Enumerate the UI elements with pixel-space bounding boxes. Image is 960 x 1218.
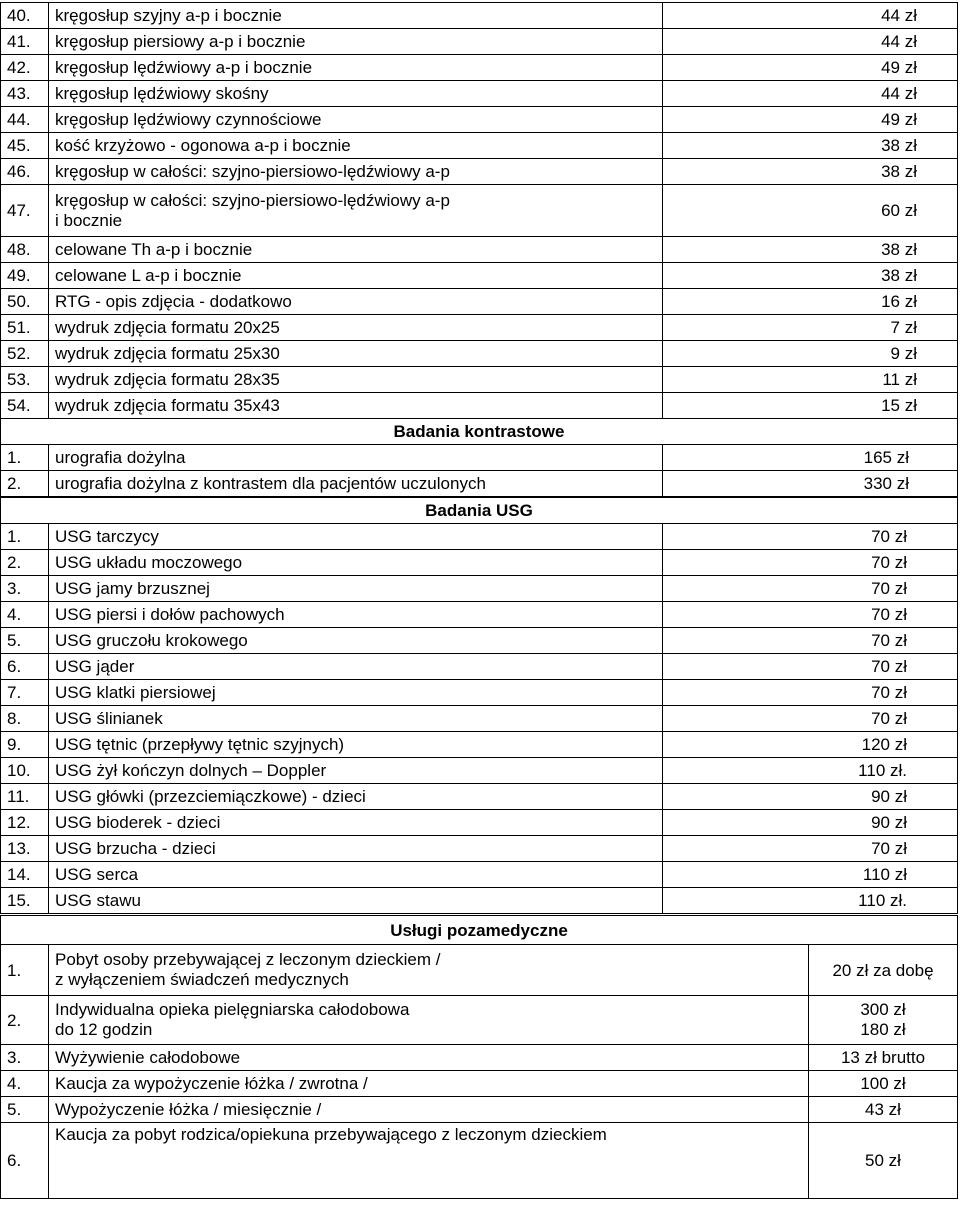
row-description: kręgosłup lędźwiowy a-p i bocznie xyxy=(49,55,663,81)
row-number: 42. xyxy=(1,55,49,81)
table-row xyxy=(1,732,958,758)
row-price: 38 zł xyxy=(663,237,958,263)
row-description: Kaucja za wypożyczenie łóżka / zwrotna / xyxy=(49,1071,809,1097)
row-description: kręgosłup lędźwiowy czynnościowe xyxy=(49,107,663,133)
row-description: USG bioderek - dzieci xyxy=(49,810,663,836)
row-price: 100 zł xyxy=(809,1071,958,1097)
row-number: 4. xyxy=(1,602,49,628)
row-description: Wyżywienie całodobowe xyxy=(49,1045,809,1071)
table-row xyxy=(1,1123,958,1199)
row-number: 41. xyxy=(1,29,49,55)
table-row xyxy=(1,524,958,550)
row-description: kręgosłup lędźwiowy skośny xyxy=(49,81,663,107)
services-table xyxy=(0,915,958,1199)
row-number: 11. xyxy=(1,784,49,810)
row-description: USG klatki piersiowej xyxy=(49,680,663,706)
row-number: 48. xyxy=(1,237,49,263)
row-price: 20 zł za dobę xyxy=(809,945,958,996)
row-description-line-2: i bocznie xyxy=(55,210,123,230)
row-description: USG jamy brzusznej xyxy=(49,576,663,602)
row-price xyxy=(809,996,958,1045)
row-description: wydruk zdjęcia formatu 35x43 xyxy=(49,393,663,419)
row-number: 3. xyxy=(1,576,49,602)
row-price: 70 zł xyxy=(663,602,958,628)
row-description: Wypożyczenie łóżka / miesięcznie / xyxy=(49,1097,809,1123)
table-row xyxy=(1,654,958,680)
table-row xyxy=(1,29,958,55)
row-price: 120 zł xyxy=(663,732,958,758)
row-price: 44 zł xyxy=(663,81,958,107)
row-price: 44 zł xyxy=(663,3,958,29)
table-row xyxy=(1,55,958,81)
row-description xyxy=(49,945,809,996)
row-number: 49. xyxy=(1,263,49,289)
row-price: 110 zł. xyxy=(663,888,958,914)
table-row xyxy=(1,471,958,497)
table-row xyxy=(1,888,958,914)
table-row xyxy=(1,315,958,341)
row-description: USG gruczołu krokowego xyxy=(49,628,663,654)
row-number: 54. xyxy=(1,393,49,419)
table-row xyxy=(1,680,958,706)
row-number: 14. xyxy=(1,862,49,888)
row-description xyxy=(49,996,809,1045)
radiology-table xyxy=(0,2,958,419)
row-number: 2. xyxy=(1,996,49,1045)
row-price: 110 zł xyxy=(663,862,958,888)
section-heading-services: Usługi pozamedyczne xyxy=(1,916,958,945)
row-description: urografia dożylna z kontrastem dla pacjentów uczulonych xyxy=(49,471,663,497)
row-number: 52. xyxy=(1,341,49,367)
usg-table xyxy=(0,497,958,914)
row-description: USG ślinianek xyxy=(49,706,663,732)
section-heading-row xyxy=(1,419,958,445)
table-row xyxy=(1,628,958,654)
table-row xyxy=(1,996,958,1045)
row-description-line-1: Pobyt osoby przebywającej z leczonym dzieckiem / xyxy=(55,950,441,969)
row-number: 43. xyxy=(1,81,49,107)
row-number: 8. xyxy=(1,706,49,732)
row-number: 15. xyxy=(1,888,49,914)
row-price: 49 zł xyxy=(663,107,958,133)
row-number: 2. xyxy=(1,471,49,497)
row-price: 38 zł xyxy=(663,159,958,185)
row-number: 5. xyxy=(1,1097,49,1123)
table-row xyxy=(1,550,958,576)
section-heading-contrast: Badania kontrastowe xyxy=(1,419,958,445)
row-description: USG stawu xyxy=(49,888,663,914)
table-row xyxy=(1,576,958,602)
table-row xyxy=(1,341,958,367)
table-row xyxy=(1,1071,958,1097)
row-price: 43 zł xyxy=(809,1097,958,1123)
table-row xyxy=(1,159,958,185)
table-row xyxy=(1,810,958,836)
row-price: 9 zł xyxy=(663,341,958,367)
row-description: Kaucja za pobyt rodzica/opiekuna przebywającego z leczonym dzieckiem xyxy=(49,1123,809,1199)
row-description: USG główki (przezciemiączkowe) - dzieci xyxy=(49,784,663,810)
row-price: 70 zł xyxy=(663,524,958,550)
row-price: 70 zł xyxy=(663,576,958,602)
row-number: 10. xyxy=(1,758,49,784)
row-price: 49 zł xyxy=(663,55,958,81)
row-description: wydruk zdjęcia formatu 20x25 xyxy=(49,315,663,341)
row-number: 50. xyxy=(1,289,49,315)
row-description: celowane Th a-p i bocznie xyxy=(49,237,663,263)
table-row xyxy=(1,133,958,159)
row-price: 16 zł xyxy=(663,289,958,315)
row-number: 12. xyxy=(1,810,49,836)
table-row xyxy=(1,836,958,862)
row-description xyxy=(49,185,663,237)
row-price: 165 zł xyxy=(663,445,958,471)
table-row xyxy=(1,1097,958,1123)
row-number: 1. xyxy=(1,524,49,550)
row-number: 46. xyxy=(1,159,49,185)
row-number: 6. xyxy=(1,654,49,680)
row-description: USG jąder xyxy=(49,654,663,680)
table-row xyxy=(1,289,958,315)
row-description: wydruk zdjęcia formatu 28x35 xyxy=(49,367,663,393)
row-number: 53. xyxy=(1,367,49,393)
section-heading-usg: Badania USG xyxy=(1,498,958,524)
row-number: 5. xyxy=(1,628,49,654)
row-price: 70 zł xyxy=(663,654,958,680)
table-row xyxy=(1,393,958,419)
row-price: 70 zł xyxy=(663,680,958,706)
row-number: 44. xyxy=(1,107,49,133)
row-number: 3. xyxy=(1,1045,49,1071)
row-number: 7. xyxy=(1,680,49,706)
row-price: 11 zł xyxy=(663,367,958,393)
row-price: 13 zł brutto xyxy=(809,1045,958,1071)
row-number: 6. xyxy=(1,1123,49,1199)
section-heading-row xyxy=(1,498,958,524)
row-description: USG układu moczowego xyxy=(49,550,663,576)
row-price: 90 zł xyxy=(663,810,958,836)
row-price: 50 zł xyxy=(809,1123,958,1199)
section-heading-row xyxy=(1,916,958,945)
table-row xyxy=(1,107,958,133)
table-row xyxy=(1,81,958,107)
row-description: kręgosłup piersiowy a-p i bocznie xyxy=(49,29,663,55)
row-price: 38 zł xyxy=(663,263,958,289)
row-description: kręgosłup szyjny a-p i bocznie xyxy=(49,3,663,29)
row-number: 47. xyxy=(1,185,49,237)
row-price: 7 zł xyxy=(663,315,958,341)
row-price: 90 zł xyxy=(663,784,958,810)
table-row xyxy=(1,1045,958,1071)
row-number: 45. xyxy=(1,133,49,159)
row-number: 4. xyxy=(1,1071,49,1097)
row-description: urografia dożylna xyxy=(49,445,663,471)
row-description-line-1: Indywidualna opieka pielęgniarska całodobowa xyxy=(55,1000,410,1019)
row-number: 13. xyxy=(1,836,49,862)
row-description: RTG - opis zdjęcia - dodatkowo xyxy=(49,289,663,315)
table-row xyxy=(1,862,958,888)
row-price: 70 zł xyxy=(663,628,958,654)
row-description-line-2: z wyłączeniem świadczeń medycznych xyxy=(55,970,349,989)
row-number: 40. xyxy=(1,3,49,29)
row-description: USG brzucha - dzieci xyxy=(49,836,663,862)
row-number: 9. xyxy=(1,732,49,758)
row-description: USG tętnic (przepływy tętnic szyjnych) xyxy=(49,732,663,758)
table-row xyxy=(1,3,958,29)
row-price: 110 zł. xyxy=(663,758,958,784)
table-row xyxy=(1,263,958,289)
table-row xyxy=(1,758,958,784)
table-row xyxy=(1,945,958,996)
table-row xyxy=(1,784,958,810)
table-row xyxy=(1,602,958,628)
row-description: USG piersi i dołów pachowych xyxy=(49,602,663,628)
row-price: 330 zł xyxy=(663,471,958,497)
table-row xyxy=(1,445,958,471)
row-description: USG tarczycy xyxy=(49,524,663,550)
table-row xyxy=(1,367,958,393)
row-description: kręgosłup w całości: szyjno-piersiowo-lędźwiowy a-p xyxy=(49,159,663,185)
row-description: USG serca xyxy=(49,862,663,888)
table-row xyxy=(1,185,958,237)
table-row xyxy=(1,237,958,263)
contrast-table xyxy=(0,418,958,497)
row-price: 15 zł xyxy=(663,393,958,419)
row-description-line-2: do 12 godzin xyxy=(55,1020,153,1039)
row-price: 44 zł xyxy=(663,29,958,55)
row-price: 70 zł xyxy=(663,836,958,862)
row-number: 1. xyxy=(1,945,49,996)
row-description: USG żył kończyn dolnych – Doppler xyxy=(49,758,663,784)
row-price: 70 zł xyxy=(663,706,958,732)
row-price: 38 zł xyxy=(663,133,958,159)
table-row xyxy=(1,706,958,732)
row-price: 70 zł xyxy=(663,550,958,576)
row-price-line-1: 300 zł xyxy=(860,1000,906,1019)
row-number: 51. xyxy=(1,315,49,341)
row-description-line-1: kręgosłup w całości: szyjno-piersiowo-lędźwiowy a-p xyxy=(55,190,450,210)
row-number: 1. xyxy=(1,445,49,471)
row-description: kość krzyżowo - ogonowa a-p i bocznie xyxy=(49,133,663,159)
row-description: wydruk zdjęcia formatu 25x30 xyxy=(49,341,663,367)
row-price-line-2: 180 zł xyxy=(860,1020,906,1039)
row-number: 2. xyxy=(1,550,49,576)
row-description: celowane L a-p i bocznie xyxy=(49,263,663,289)
row-price: 60 zł xyxy=(663,185,958,237)
